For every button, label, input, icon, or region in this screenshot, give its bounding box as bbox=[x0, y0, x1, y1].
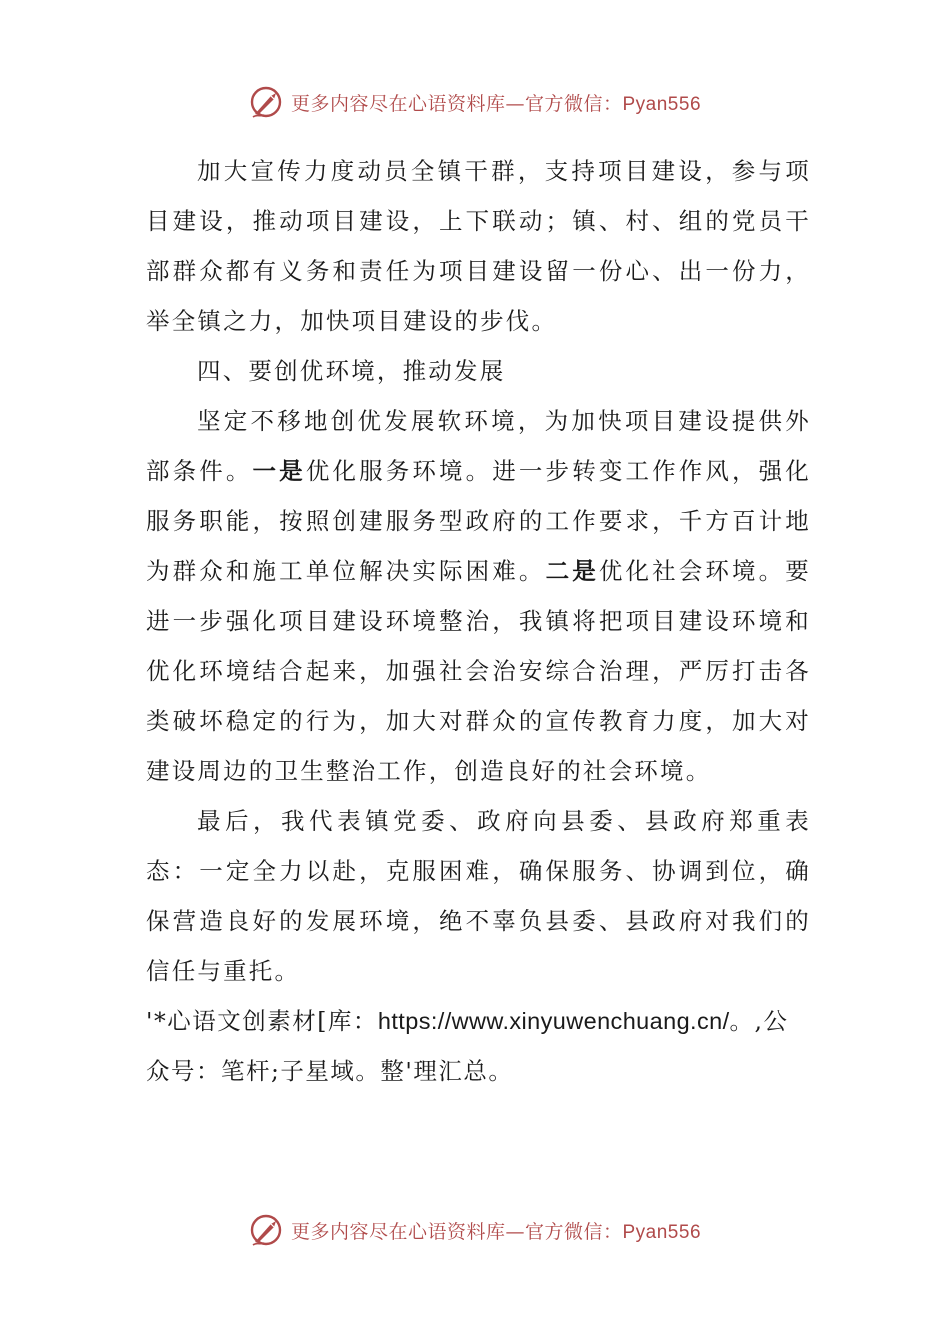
banner-text: 更多内容尽在心语资料库—官方微信：Pyan556 bbox=[290, 1220, 702, 1243]
bold-second: 二是 bbox=[545, 557, 599, 585]
source-url-link[interactable]: https://www.xinyuwenchuang.cn/ bbox=[377, 1008, 730, 1034]
wechat-id: Pyan556 bbox=[622, 1221, 702, 1243]
pen-logo-icon bbox=[249, 84, 285, 120]
section-heading-environment: 四、要创优环境，推动发展 bbox=[197, 357, 506, 385]
paragraph-environment: 坚定不移地创优发展软环境，为加快项目建设提供外部条件。一是优化服务环境。进一步转变工作作风，强化服务职能，按照创建服务型政府的工作要求，千方百计地为群众和施工单位解决实际困难。二是优化社会环境。要进一步强化项目建设环境整治，我镇将把项目建设环境和优化环境结合起来，加强社会治安综合治理，严厉打击各类破坏稳定的行为，加大对群众的宣传教育力度，加大对建设周边的卫生整治工作，创造良好的社会环境。 bbox=[146, 407, 812, 785]
header-banner bbox=[0, 82, 950, 122]
paragraph-closing: 最后，我代表镇党委、政府向县委、县政府郑重表态：一定全力以赴，克服困难，确保服务、协调到位，确保营造良好的发展环境，绝不辜负县委、县政府对我们的信任与重托。 bbox=[146, 807, 811, 985]
wechat-id: Pyan556 bbox=[622, 93, 702, 115]
footer-banner bbox=[0, 1210, 950, 1250]
source-note: '*心语文创素材[库：https://www.xinyuwenchuang.cn/。,公众号：笔杆;子星域。整'理汇总。 bbox=[146, 1007, 789, 1085]
paragraph-mobilize: 加大宣传力度动员全镇干群，支持项目建设，参与项目建设，推动项目建设，上下联动；镇、村、组的党员干部群众都有义务和责任为项目建设留一份心、出一份力，举全镇之力，加快项目建设的步伐。 bbox=[146, 157, 811, 335]
pen-logo-icon bbox=[249, 1212, 285, 1248]
document-body bbox=[146, 146, 811, 1096]
banner-text: 更多内容尽在心语资料库—官方微信：Pyan556 bbox=[290, 92, 702, 115]
bold-first: 一是 bbox=[252, 457, 306, 485]
